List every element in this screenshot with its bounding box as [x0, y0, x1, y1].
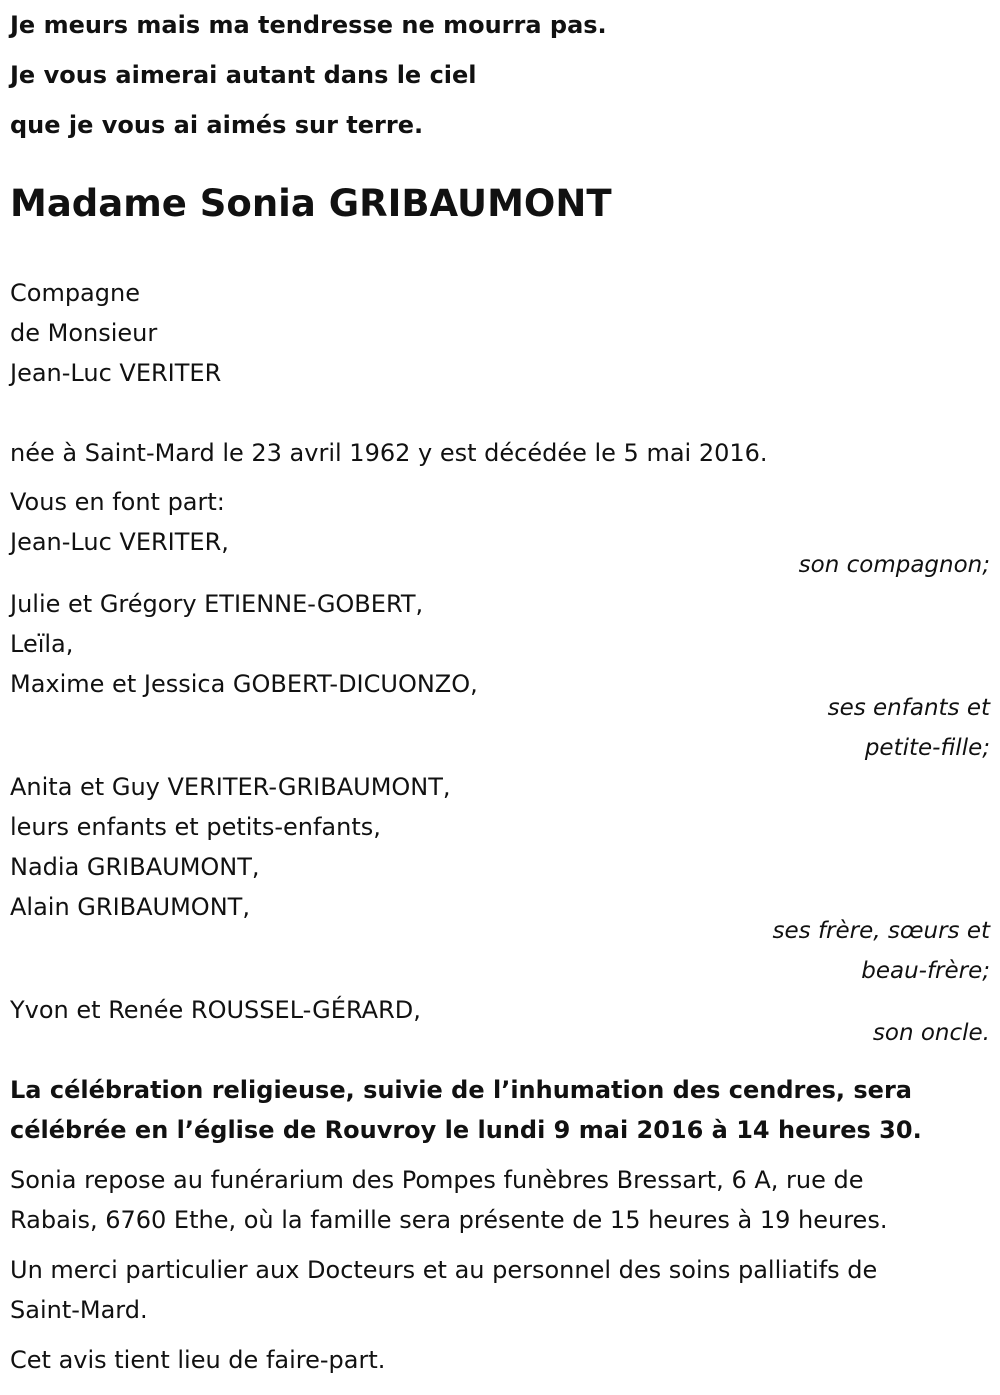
family-name: Nadia GRIBAUMONT, [10, 853, 260, 881]
ceremony-line-1: La célébration religieuse, suivie de l’inhumation des cendres, sera [10, 1076, 912, 1104]
funeral-home-line-1: Sonia repose au funérarium des Pompes funèbres Bressart, 6 A, rue de [10, 1166, 864, 1194]
ceremony-line-2: célébrée en l’église de Rouvroy le lundi 9 mai 2016 à 14 heures 30. [10, 1116, 922, 1144]
announce-intro: Vous en font part: [10, 488, 225, 516]
partner-line-1: Compagne [10, 279, 140, 307]
family-name: Alain GRIBAUMONT, [10, 893, 250, 921]
family-name: Yvon et Renée ROUSSEL-GÉRARD, [10, 996, 421, 1024]
deceased-name: Madame Sonia GRIBAUMONT [10, 182, 612, 225]
closing-line: Cet avis tient lieu de faire-part. [10, 1346, 386, 1374]
epitaph-line-1: Je meurs mais ma tendresse ne mourra pas. [10, 11, 607, 39]
family-name: Jean-Luc VERITER, [10, 528, 229, 556]
family-relation: petite-fille; [864, 735, 990, 761]
epitaph-line-3: que je vous ai aimés sur terre. [10, 111, 424, 139]
family-name: Julie et Grégory ETIENNE-GOBERT, [10, 590, 424, 618]
family-name: Anita et Guy VERITER-GRIBAUMONT, [10, 773, 451, 801]
family-name: Leïla, [10, 630, 74, 658]
thanks-line-2: Saint-Mard. [10, 1296, 148, 1324]
epitaph-line-2: Je vous aimerai autant dans le ciel [10, 61, 477, 89]
birth-death-line: née à Saint-Mard le 23 avril 1962 y est décédée le 5 mai 2016. [10, 439, 768, 467]
family-relation: ses frère, sœurs et [772, 918, 990, 944]
funeral-home-line-2: Rabais, 6760 Ethe, où la famille sera présente de 15 heures à 19 heures. [10, 1206, 888, 1234]
partner-line-2: de Monsieur [10, 319, 158, 347]
family-relation: beau-frère; [861, 958, 990, 984]
family-relation: son oncle. [872, 1020, 990, 1046]
family-name: leurs enfants et petits-enfants, [10, 813, 381, 841]
family-name: Maxime et Jessica GOBERT-DICUONZO, [10, 670, 478, 698]
family-relation: son compagnon; [798, 552, 990, 578]
family-relation: ses enfants et [827, 695, 990, 721]
partner-line-3: Jean-Luc VERITER [10, 359, 222, 387]
thanks-line-1: Un merci particulier aux Docteurs et au personnel des soins palliatifs de [10, 1256, 878, 1284]
